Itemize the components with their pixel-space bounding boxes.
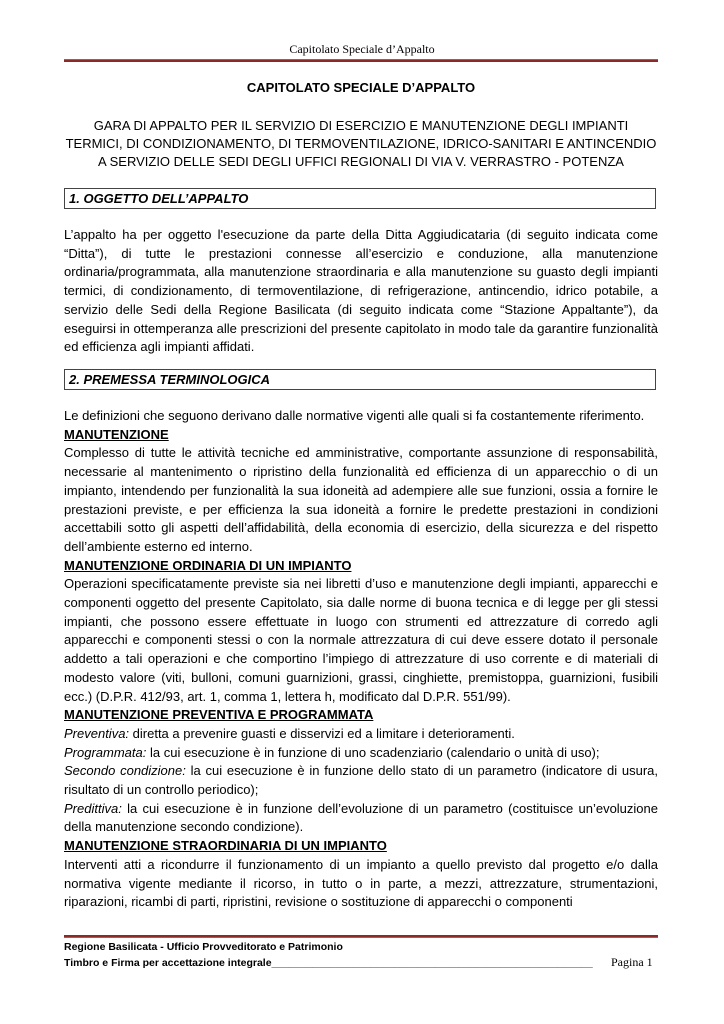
premessa-intro: Le definizioni che seguono derivano dalle normative vigenti alle quali si fa costantemente riferimento. xyxy=(64,408,645,423)
definition-title-preventiva: MANUTENZIONE PREVENTIVA E PROGRAMMATA xyxy=(64,707,374,723)
document-title: CAPITOLATO SPECIALE D’APPALTO xyxy=(246,80,476,95)
definition-item-predittiva xyxy=(64,800,658,837)
definition-title-manutenzione: MANUTENZIONE xyxy=(64,426,169,442)
item-label: Programmata: xyxy=(64,744,147,760)
definition-item-secondo-condizione xyxy=(64,762,658,799)
section-heading-premessa: 2. PREMESSA TERMINOLOGICA xyxy=(64,369,656,390)
section-body-premessa xyxy=(64,407,658,912)
definition-body-ordinaria: Operazioni specificatamente previste sia nei libretti d’uso e manutenzione degli impianti, apparecchi e componenti oggetto del presente Capitolato, sia dalle norme di buona tecnica e di legge per gli stessi impianti, che possono essere effettuate in luogo con strumenti ed attrezzature di corredo agli apparecchi e componenti stessi o con la normale attrezzatura di cui deve essere dotato il personale addetto a tali operazioni e che comportino l’impiego di attrezzature di uso corrente e di materiali di modesto valore (viti, bulloni, comuni guarnizioni, grassi, cinghiette, premistoppa, guarnizioni, fusibili ecc.) (D.P.R. 412/93, art. 1, comma 1, lettera h, modificato dal D.P.R. 551/99). xyxy=(64,576,658,704)
item-text: la cui esecuzione è in funzione dell’evoluzione di un parametro (costituisce un’evoluzione della manutenzione secondo condizione). xyxy=(64,800,658,835)
definition-title-straordinaria: MANUTENZIONE STRAORDINARIA DI UN IMPIANTO xyxy=(64,838,387,854)
definition-body-manutenzione: Complesso di tutte le attività tecniche ed amministrative, comportante assunzione di responsabilità, necessarie al mantenimento o ripristino della funzionalità ed efficienza di un apparecchio o di un impianto, intendendo per funzionalità la sua idoneità ad adempiere alle sue funzioni, ossia a fornire le prestazioni previste, e per efficienza la sua idoneità a fornire le predette prestazioni in condizioni accettabili sotto gli aspetti dell’affidabilità, della economia di esercizio, della sicurezza e del rispetto dell’ambiente esterno ed interno. xyxy=(64,445,658,554)
item-label: Predittiva: xyxy=(64,800,122,816)
section-heading-oggetto: 1. OGGETTO DELL’APPALTO xyxy=(64,188,656,209)
item-text: la cui esecuzione è in funzione dello stato di un parametro (indicatore di usura, risultato di un controllo periodico); xyxy=(64,763,658,798)
definition-body-straordinaria: Interventi atti a ricondurre il funzionamento di un impianto a quello previsto dal progetto e/o dalla normativa vigente mediante il ricorso, in tutto o in parte, a mezzi, attrezzature, strumentazioni, riparazioni, ricambi di parti, ripristini, revisione o sostituzione di apparecchi o componenti xyxy=(64,856,658,910)
item-text: la cui esecuzione è in funzione di uno scadenziario (calendario o unità di uso); xyxy=(146,744,600,760)
footer-signature-line: Timbro e Firma per accettazione integrale_______________________________________________________ xyxy=(64,957,593,969)
footer-divider xyxy=(64,935,658,938)
header-divider xyxy=(64,59,658,62)
definition-title-ordinaria: MANUTENZIONE ORDINARIA DI UN IMPIANTO xyxy=(64,557,352,573)
item-text: diretta a prevenire guasti e disservizi ed a limitare i deterioramenti. xyxy=(129,725,515,741)
section-body-oggetto: L’appalto ha per oggetto l'esecuzione da parte della Ditta Aggiudicataria (di seguito indicata come “Ditta”), di tutte le prestazioni connesse all’esercizio e conduzione, alla manutenzione ordinaria/programmata, alla manutenzione straordinaria e alla manutenzione su guasto degli impianti termici, di condizionamento, di termoventilazione, di refrigerazione, antincendio, idrico potabile, a servizio delle Sedi della Regione Basilicata (di seguito indicata come “Stazione Appaltante”), da eseguirsi in ottemperanza alle prescrizioni del presente capitolato in modo tale da garantire funzionalità ed efficienza agli impianti affidati. xyxy=(64,227,658,355)
item-label: Preventiva: xyxy=(64,725,130,741)
item-label: Secondo condizione: xyxy=(64,763,186,779)
definition-item-programmata xyxy=(64,744,658,763)
definition-item-preventiva xyxy=(64,725,658,744)
document-subtitle: GARA DI APPALTO PER IL SERVIZIO DI ESERCIZIO E MANUTENZIONE DEGLI IMPIANTI TERMICI, DI CONDIZIONAMENTO, DI TERMOVENTILAZIONE, IDRICO-SANITARI E ANTINCENDIO A SERVIZIO DELLE SEDI DEGLI UFFICI REGIONALI DI VIA V. VERRASTRO - POTENZA xyxy=(65,118,657,169)
footer-office: Regione Basilicata - Ufficio Provveditorato e Patrimonio xyxy=(64,941,343,953)
page-number: Pagina 1 xyxy=(611,955,653,969)
running-header: Capitolato Speciale d’Appalto xyxy=(289,42,435,56)
